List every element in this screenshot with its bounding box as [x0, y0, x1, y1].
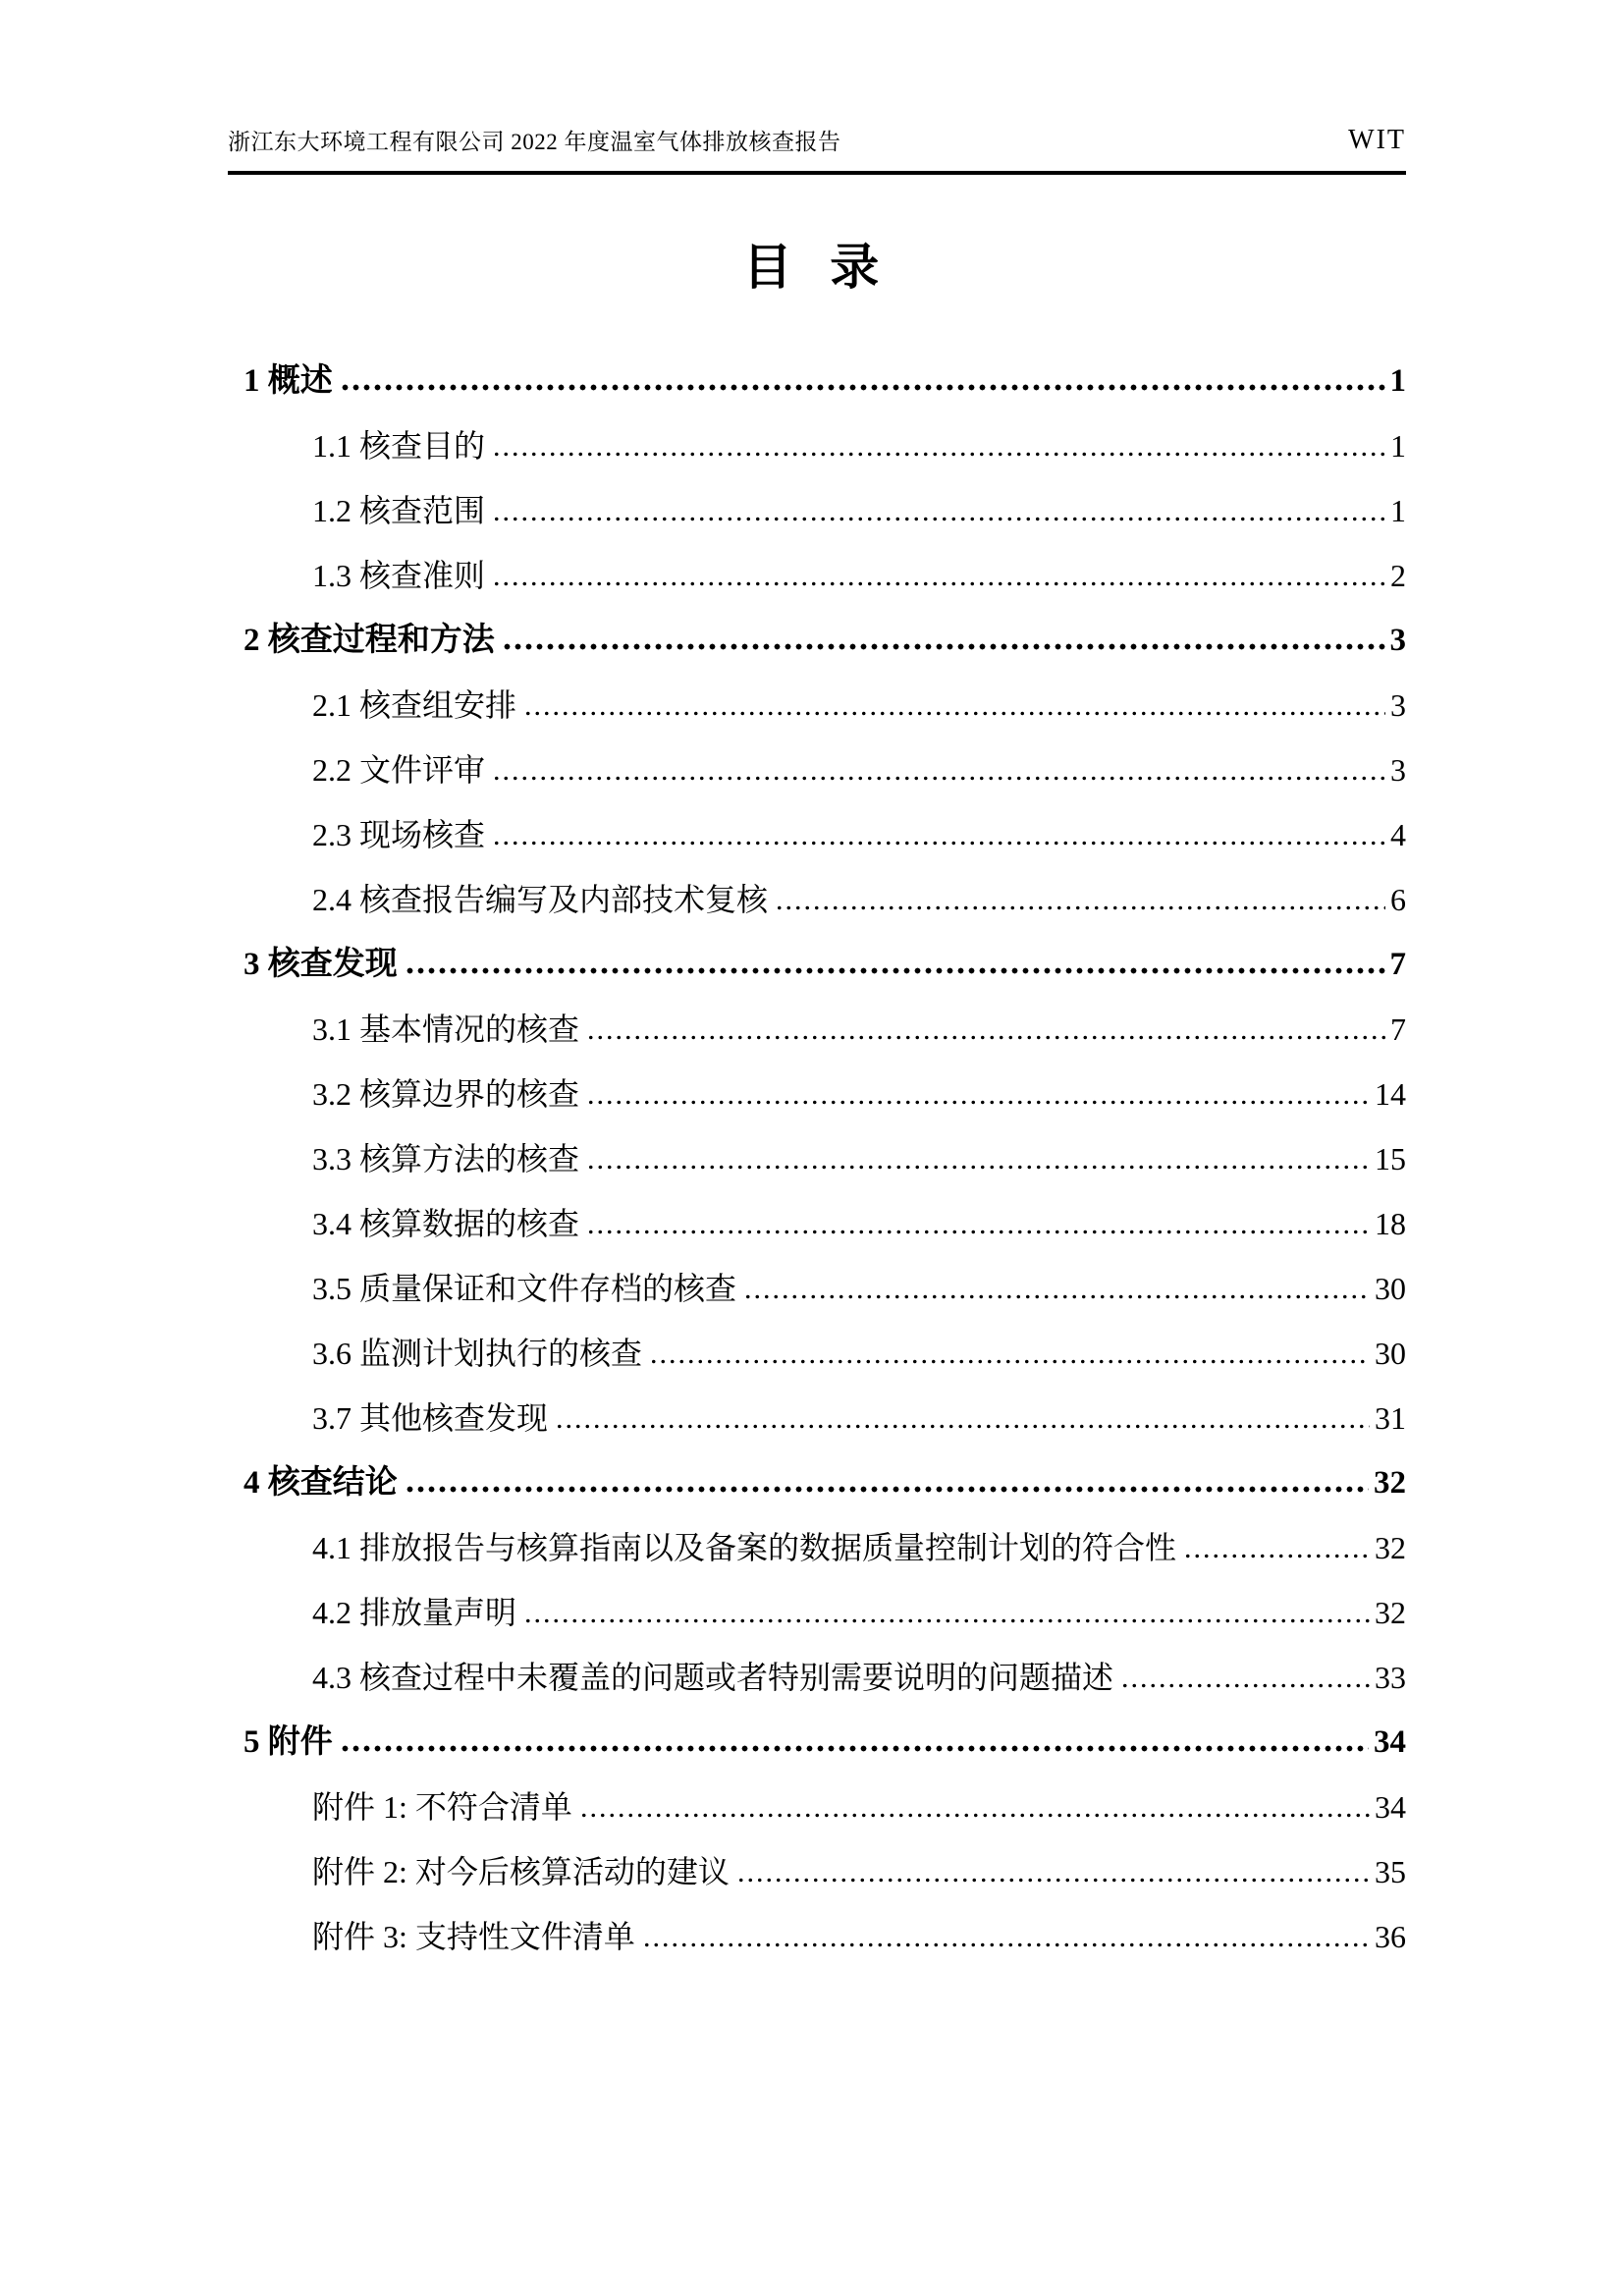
toc-entry-page-number: 7 — [1389, 947, 1406, 982]
dot-leader — [579, 1813, 1370, 1818]
dot-leader — [492, 581, 1385, 586]
toc-entry[interactable] — [244, 1461, 1406, 1504]
toc-entry[interactable] — [244, 1137, 1406, 1180]
dot-leader — [340, 384, 1385, 391]
toc-entry-page-number: 30 — [1375, 1336, 1406, 1371]
dot-leader — [743, 1294, 1370, 1299]
toc-entry-label: 3 核查发现 — [244, 947, 398, 982]
dot-leader — [586, 1100, 1370, 1105]
toc-entry-page-number: 18 — [1375, 1206, 1406, 1241]
toc-entry-page-number: 30 — [1375, 1271, 1406, 1306]
dot-leader — [555, 1424, 1370, 1429]
dot-leader — [405, 967, 1385, 974]
toc-entry-page-number: 1 — [1390, 493, 1406, 528]
dot-leader — [523, 1618, 1370, 1623]
toc-entry-label: 3.3 核算方法的核查 — [312, 1141, 580, 1176]
toc-entry[interactable] — [244, 1785, 1406, 1829]
toc-entry[interactable] — [244, 619, 1406, 662]
toc-entry-label: 3.6 监测计划执行的核查 — [312, 1336, 643, 1371]
toc-entry-label: 1.1 核查目的 — [312, 428, 486, 464]
toc-entry-label: 2.2 文件评审 — [312, 752, 486, 788]
toc-entry[interactable] — [244, 748, 1406, 792]
toc-entry-label: 附件 2: 对今后核算活动的建议 — [312, 1854, 730, 1889]
toc-entry-label: 3.5 质量保证和文件存档的核查 — [312, 1271, 737, 1306]
toc-entry-page-number: 4 — [1390, 817, 1406, 852]
toc-entry-label: 4.3 核查过程中未覆盖的问题或者特别需要说明的问题描述 — [312, 1660, 1114, 1695]
toc-entry-label: 2.3 现场核查 — [312, 817, 486, 852]
toc-entry-label: 附件 3: 支持性文件清单 — [312, 1919, 635, 1954]
toc-entry-label: 1 概述 — [244, 363, 333, 399]
toc-entry-page-number: 2 — [1390, 558, 1406, 593]
toc-entry-page-number: 34 — [1374, 1724, 1406, 1760]
toc-entry[interactable] — [244, 1656, 1406, 1699]
toc-entry-page-number: 3 — [1390, 687, 1406, 723]
dot-leader — [492, 776, 1385, 781]
toc-entry[interactable] — [244, 1721, 1406, 1764]
toc-entry-page-number: 34 — [1375, 1789, 1406, 1825]
toc-entry[interactable] — [244, 1267, 1406, 1310]
toc-entry-page-number: 33 — [1375, 1660, 1406, 1695]
toc-entry[interactable] — [244, 878, 1406, 921]
dot-leader — [492, 517, 1385, 521]
toc-entry[interactable] — [244, 1526, 1406, 1569]
toc-entry[interactable] — [244, 813, 1406, 856]
toc-entry[interactable] — [244, 1850, 1406, 1893]
toc-entry-page-number: 31 — [1375, 1400, 1406, 1436]
dot-leader — [586, 1035, 1385, 1040]
dot-leader — [736, 1878, 1370, 1883]
dot-leader — [649, 1359, 1370, 1364]
toc-title: 目 录 — [742, 240, 882, 295]
header-report-title: 浙江东大环境工程有限公司 2022 年度温室气体排放核查报告 — [228, 130, 841, 154]
dot-leader — [642, 1942, 1370, 1947]
toc-entry[interactable] — [244, 489, 1406, 532]
toc-entry[interactable] — [244, 554, 1406, 597]
toc-entry-label: 4.2 排放量声明 — [312, 1595, 517, 1630]
toc-entry-label: 4 核查结论 — [244, 1465, 398, 1501]
toc-entry-page-number: 7 — [1390, 1011, 1406, 1047]
dot-leader — [523, 711, 1385, 716]
toc-entry-label: 3.4 核算数据的核查 — [312, 1206, 580, 1241]
toc-entry[interactable] — [244, 1072, 1406, 1116]
toc-entry-label: 2.4 核查报告编写及内部技术复核 — [312, 882, 769, 917]
toc-entry-page-number: 32 — [1374, 1465, 1406, 1501]
toc-entry-label: 1.3 核查准则 — [312, 558, 486, 593]
toc-entry-page-number: 32 — [1375, 1595, 1406, 1630]
page-header — [228, 124, 1406, 175]
toc-entry[interactable] — [244, 1915, 1406, 1958]
toc-entry[interactable] — [244, 359, 1406, 403]
dot-leader — [586, 1165, 1370, 1170]
toc-entry-page-number: 32 — [1375, 1530, 1406, 1565]
toc-entry-page-number: 3 — [1390, 752, 1406, 788]
toc-entry-page-number: 1 — [1389, 363, 1406, 399]
toc-entry[interactable] — [244, 1396, 1406, 1440]
toc-entry[interactable] — [244, 424, 1406, 467]
toc-entry-label: 2 核查过程和方法 — [244, 623, 495, 658]
toc-entry-label: 3.7 其他核查发现 — [312, 1400, 549, 1436]
toc-entry-label: 3.1 基本情况的核查 — [312, 1011, 580, 1047]
table-of-contents — [244, 359, 1406, 1980]
dot-leader — [340, 1745, 1369, 1752]
toc-entry-label: 2.1 核查组安排 — [312, 687, 517, 723]
dot-leader — [405, 1486, 1369, 1493]
toc-entry-page-number: 1 — [1390, 428, 1406, 464]
toc-entry-label: 1.2 核查范围 — [312, 493, 486, 528]
toc-entry-label: 4.1 排放报告与核算指南以及备案的数据质量控制计划的符合性 — [312, 1530, 1177, 1565]
toc-entry[interactable] — [244, 1008, 1406, 1051]
dot-leader — [586, 1230, 1370, 1234]
dot-leader — [1120, 1683, 1370, 1688]
toc-entry-page-number: 36 — [1375, 1919, 1406, 1954]
toc-entry[interactable] — [244, 1591, 1406, 1634]
dot-leader — [492, 841, 1385, 846]
toc-entry-page-number: 14 — [1375, 1076, 1406, 1112]
toc-entry-page-number: 6 — [1390, 882, 1406, 917]
toc-entry-page-number: 15 — [1375, 1141, 1406, 1176]
dot-leader — [1183, 1554, 1370, 1558]
toc-entry[interactable] — [244, 1332, 1406, 1375]
toc-entry[interactable] — [244, 1202, 1406, 1245]
header-wit-logo: WIT — [1348, 125, 1406, 155]
dot-leader — [492, 452, 1385, 457]
toc-entry[interactable] — [244, 943, 1406, 986]
toc-entry-page-number: 35 — [1375, 1854, 1406, 1889]
toc-entry-page-number: 3 — [1389, 623, 1406, 658]
toc-entry-label: 附件 1: 不符合清单 — [312, 1789, 572, 1825]
toc-entry-label: 3.2 核算边界的核查 — [312, 1076, 580, 1112]
toc-entry[interactable] — [244, 683, 1406, 727]
toc-entry-label: 5 附件 — [244, 1724, 333, 1760]
dot-leader — [775, 905, 1385, 910]
dot-leader — [502, 643, 1385, 650]
